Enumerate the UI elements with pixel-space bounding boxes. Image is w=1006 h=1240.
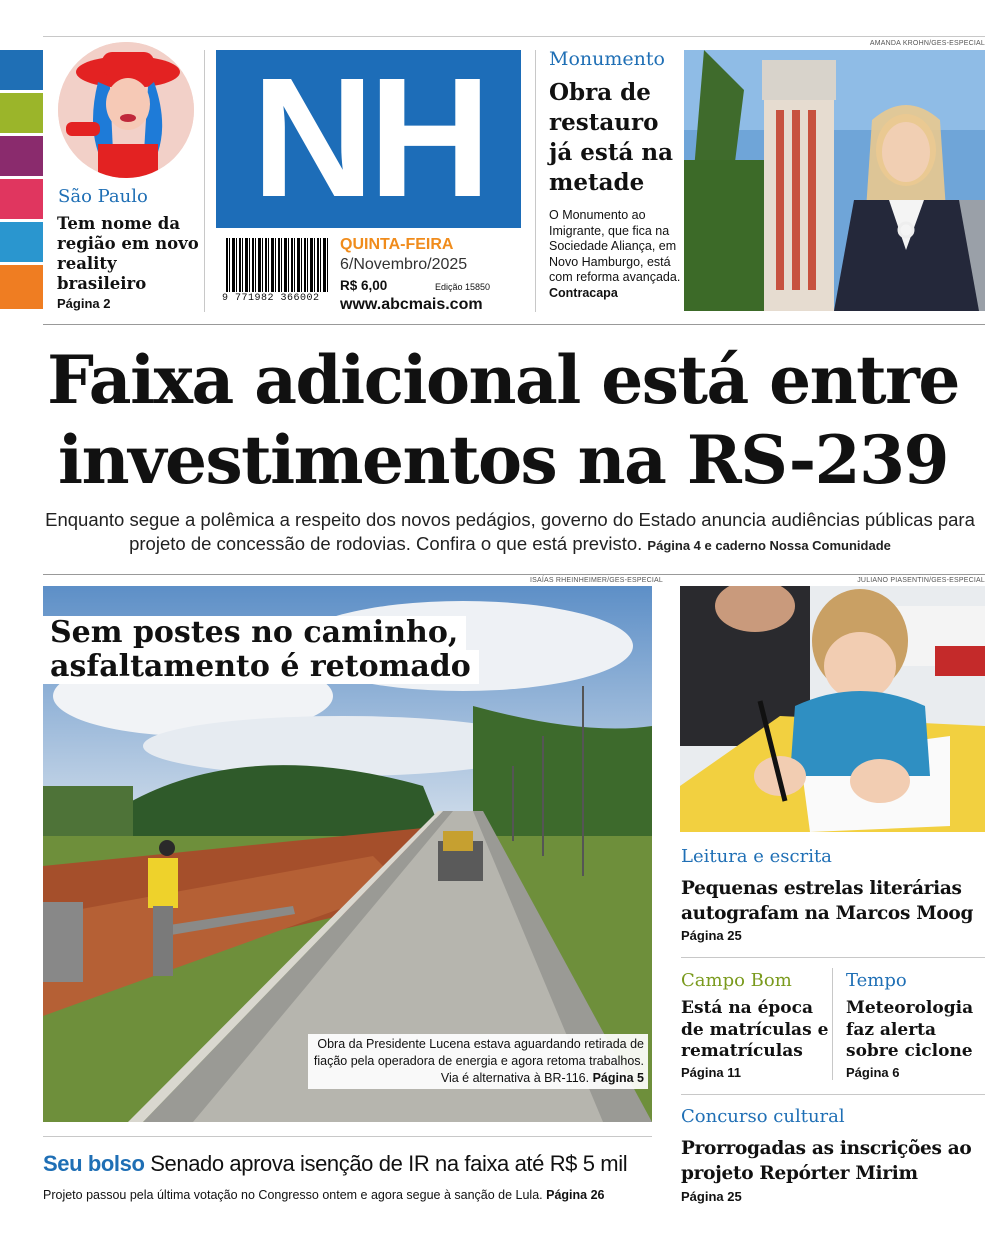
leitura-page: Página 25 (681, 928, 742, 943)
website[interactable]: www.abcmais.com (340, 296, 483, 313)
main-headline[interactable]: Faixa adicional está entre investimentos na RS-239 (47, 341, 959, 499)
seu-bolso-text: Projeto passou pela última votação no Congresso ontem e agora segue à sanção de Lula. Página 26 (43, 1188, 605, 1202)
campo-bom-page: Página 11 (681, 1065, 741, 1080)
monument-credit: AMANDA KROHN/GES-ESPECIAL (869, 40, 985, 47)
tempo-page: Página 6 (846, 1065, 900, 1080)
edition: Edição 15850 (435, 282, 491, 292)
sp-page: Página 2 (57, 296, 111, 311)
reality-photo[interactable] (58, 42, 194, 178)
tempo-headline[interactable]: Meteorologia faz alerta sobre ciclone (846, 998, 974, 1061)
date: 6/Novembro/2025 (340, 256, 468, 273)
leitura-kicker: Leitura e escrita (681, 846, 832, 867)
leitura-credit: JULIANO PIASENTIN/GES-ESPECIAL (857, 577, 985, 584)
campo-bom-kicker: Campo Bom (681, 970, 792, 991)
monument-text: O Monumento ao Imigrante, que fica na Sociedade Aliança, em Novo Hamburgo, está com reforma avançada. Contracapa (549, 208, 681, 300)
road-caption: Obra da Presidente Lucena estava aguardando retirada de fiação pela operadora de energia e agora retoma trabalhos. Via é alternativa à BR-116. Página 5 (308, 1034, 648, 1089)
monument-kicker: Monumento (549, 48, 665, 70)
leitura-photo[interactable] (680, 586, 985, 832)
concurso-kicker: Concurso cultural (681, 1106, 845, 1127)
main-deck: Enquanto segue a polêmica a respeito dos novos pedágios, governo do Estado anuncia audiências públicas para projeto de concessão de rodovias. Confira o que está previsto. Página 4 e caderno Nossa Comunidade (45, 509, 975, 554)
sp-headline[interactable]: Tem nome da região em novo reality brasileiro (57, 214, 199, 293)
concurso-headline[interactable]: Prorrogadas as inscrições ao projeto Repórter Mirim (681, 1138, 972, 1184)
campo-bom-headline[interactable]: Está na época de matrículas e rematrículas (681, 998, 829, 1061)
leitura-headline[interactable]: Pequenas estrelas literárias autografam na Marcos Moog (681, 878, 974, 924)
tempo-kicker: Tempo (846, 970, 907, 991)
road-title[interactable]: Sem postes no caminho, asfaltamento é retomado (42, 616, 479, 684)
seu-bolso-headline[interactable]: Seu bolso Senado aprova isenção de IR na faixa até R$ 5 mil (43, 1151, 628, 1176)
monument-photo[interactable] (684, 50, 985, 311)
nh-logo: NH (216, 50, 521, 228)
road-credit: ISAÍAS RHEINHEIMER/GES-ESPECIAL (530, 577, 664, 584)
price: R$ 6,00 (340, 278, 388, 293)
sp-kicker: São Paulo (58, 186, 148, 207)
barcode: 9 771982 366002 (222, 238, 332, 304)
weekday: QUINTA-FEIRA (340, 236, 454, 253)
concurso-page: Página 25 (681, 1189, 742, 1204)
monument-headline[interactable]: Obra de restauro já está na metade (549, 79, 673, 196)
